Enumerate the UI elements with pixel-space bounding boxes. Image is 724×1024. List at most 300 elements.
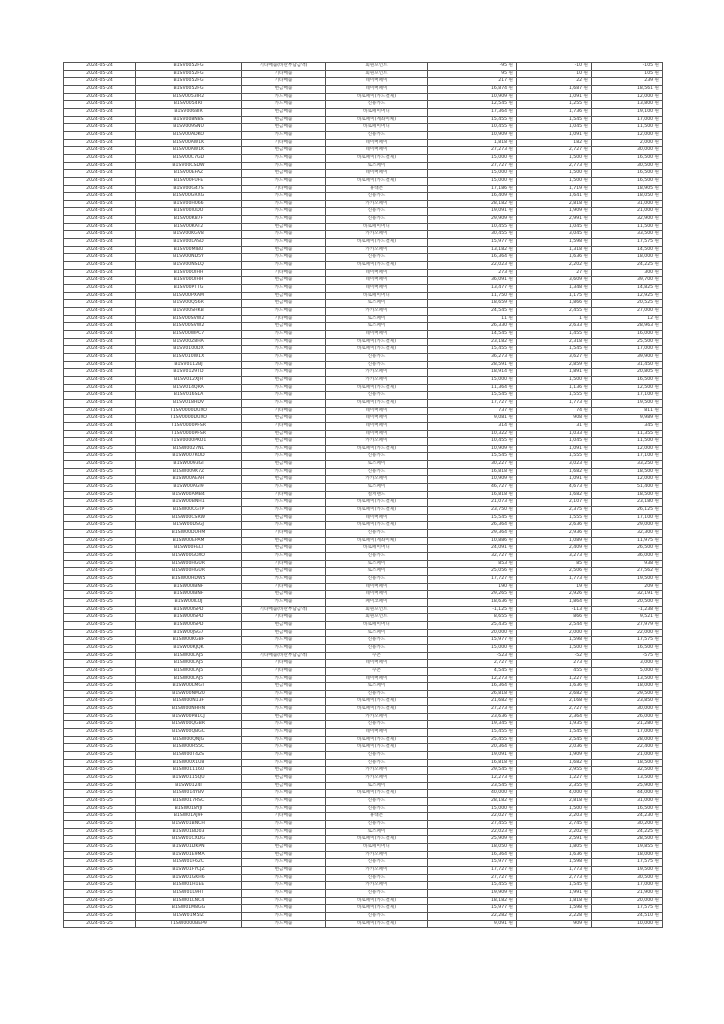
tax-amount-cell [517,553,592,561]
amount-value: 18,000 [637,683,654,689]
amount-value: 3,023 [568,461,583,467]
amount-value: 26,000 [637,713,654,719]
payment-method-cell: 바로페이(카드결제) [326,836,428,844]
order-id-cell: B1SW00X1U8 [136,759,242,767]
sale-type-cell: 현금매출 [242,767,326,775]
currency-unit: 원 [654,729,659,735]
currency-unit: 원 [583,568,588,574]
order-id-cell: B1SW00DSGJ [136,522,242,530]
supply-amount-cell [428,139,517,147]
amount-value: 5,000 [639,667,654,673]
amount-value: 11,500 [637,438,654,444]
total-amount-cell [592,537,663,545]
total-amount-cell [592,614,663,622]
payment-method-cell: 바로페이머니 [326,124,428,132]
table-row [64,300,663,308]
amount-value: 36,273 [491,353,508,359]
currency-unit: 원 [654,292,659,298]
currency-unit: 원 [654,698,659,704]
currency-unit: 원 [583,545,588,551]
currency-unit: 원 [583,216,588,222]
sale-type-cell: 카드매출 [242,820,326,828]
order-id-cell: B1SW00NHHN [136,706,242,714]
supply-amount-cell [428,882,517,890]
payment-method-cell: 토스페이 [326,568,428,576]
payment-method-cell: 카카오페이 [326,866,428,874]
payment-method-cell: 바로페이머니 [326,292,428,300]
currency-unit: 원 [508,476,513,482]
amount-value: 20,364 [491,744,508,750]
order-id-cell: B1SV00NSLQ [136,262,242,270]
currency-unit: 원 [508,285,513,291]
currency-unit: 원 [583,713,588,719]
date-cell: 2024-05-25 [64,790,136,798]
currency-unit: 원 [654,338,659,344]
tax-amount-cell [517,874,592,882]
table-row [64,338,663,346]
order-id-cell: B1SW018YJI [136,805,242,813]
currency-unit: 원 [654,828,659,834]
amount-value: 40,000 [491,790,508,796]
payment-method-cell: 신용카드 [326,820,428,828]
payment-method-cell: 신용카드 [326,874,428,882]
amount-value: 3,609 [568,277,583,283]
currency-unit: 원 [508,690,513,696]
amount-value: 1,175 [568,292,583,298]
payment-method-cell: 신용카드 [326,468,428,476]
sale-type-cell: 현금매출 [242,277,326,285]
supply-amount-cell [428,415,517,423]
amount-value: 31,000 [637,200,654,206]
total-amount-cell [592,147,663,155]
order-id-cell: B1SV00OIHH [136,277,242,285]
order-id-cell: B1SW01CXDG [136,836,242,844]
date-cell: 2024-05-24 [64,63,136,71]
amount-value: 12,273 [491,675,508,681]
currency-unit: 원 [583,277,588,283]
payment-method-cell: 카카오페이 [326,246,428,254]
supply-amount-cell [428,185,517,193]
tax-amount-cell [517,912,592,920]
total-amount-cell [592,369,663,377]
order-id-cell: T1SV0000PFSR [136,422,242,430]
currency-unit: 원 [508,223,513,229]
currency-unit: 원 [583,583,588,589]
amount-value: 190 [498,583,508,589]
supply-amount-cell [428,507,517,515]
table-row [64,621,663,629]
supply-amount-cell [428,491,517,499]
currency-unit: 원 [583,85,588,91]
tax-amount-cell [517,759,592,767]
sale-type-cell: 카드매출 [242,874,326,882]
tax-amount-cell [517,346,592,354]
currency-unit: 원 [654,231,659,237]
amount-value: 30,455 [491,231,508,237]
currency-unit: 원 [508,683,513,689]
amount-value: 27,455 [491,820,508,826]
currency-unit: 원 [583,223,588,229]
payment-method-cell: 쿠폰 [326,652,428,660]
currency-unit: 원 [654,820,659,826]
date-cell: 2024-05-25 [64,775,136,783]
amount-value: 10,000 [637,920,654,926]
supply-amount-cell [428,920,517,928]
currency-unit: 원 [508,108,513,114]
order-id-cell: B1SW00KJQK [136,644,242,652]
tax-amount-cell [517,101,592,109]
tax-amount-cell [517,820,592,828]
date-cell: 2024-05-25 [64,920,136,928]
supply-amount-cell [428,759,517,767]
supply-amount-cell [428,461,517,469]
currency-unit: 원 [654,445,659,451]
table-row [64,147,663,155]
date-cell: 2024-05-25 [64,491,136,499]
date-cell: 2024-05-24 [64,154,136,162]
currency-unit: 원 [654,874,659,880]
date-cell: 2024-05-25 [64,499,136,507]
amount-value: 1,818 [568,897,583,903]
amount-value: 1,773 [568,866,583,872]
supply-amount-cell [428,323,517,331]
total-amount-cell [592,353,663,361]
tax-amount-cell [517,744,592,752]
total-amount-cell [592,484,663,492]
date-cell: 2024-05-25 [64,660,136,668]
amount-value: 2,955 [568,767,583,773]
amount-value: 16,874 [491,85,508,91]
amount-value: 11,750 [491,292,508,298]
order-id-cell: B1SW00CGTP [136,507,242,515]
amount-value: 18,500 [637,468,654,474]
total-amount-cell [592,177,663,185]
date-cell: 2024-05-25 [64,690,136,698]
currency-unit: 원 [508,85,513,91]
order-id-cell: B1SW00LAJ5 [136,667,242,675]
date-cell: 2024-05-25 [64,629,136,637]
payment-method-cell: 카카오페이 [326,376,428,384]
supply-amount-cell [428,675,517,683]
date-cell: 2024-05-24 [64,292,136,300]
table-row [64,392,663,400]
total-amount-cell [592,713,663,721]
currency-unit: 원 [508,116,513,122]
sale-type-cell: 기타매출 [242,78,326,86]
currency-unit: 원 [654,843,659,849]
total-amount-cell [592,445,663,453]
currency-unit: 원 [508,269,513,275]
currency-unit: 원 [508,775,513,781]
currency-unit: 원 [654,790,659,796]
amount-value: 19,500 [637,575,654,581]
currency-unit: 원 [583,491,588,497]
payment-method-cell: 바로페이머니 [326,621,428,629]
sale-type-cell: 현금매출 [242,323,326,331]
date-cell: 2024-05-24 [64,246,136,254]
currency-unit: 원 [583,254,588,260]
amount-value: 217 [498,78,508,84]
table-row [64,223,663,231]
table-row [64,522,663,530]
currency-unit: 원 [654,721,659,727]
table-row [64,353,663,361]
order-id-cell: B1SW00LAJ5 [136,675,242,683]
amount-value: 28,500 [637,836,654,842]
order-id-cell: B1SW00ISPD [136,614,242,622]
supply-amount-cell [428,223,517,231]
tax-amount-cell [517,392,592,400]
date-cell: 2024-05-25 [64,575,136,583]
supply-amount-cell [428,93,517,101]
table-row [64,606,663,614]
currency-unit: 원 [583,851,588,857]
order-id-cell: B1SW01L9HT [136,889,242,897]
order-id-cell: B1SV0052FG [136,85,242,93]
currency-unit: 원 [508,644,513,650]
supply-amount-cell [428,790,517,798]
date-cell: 2024-05-25 [64,545,136,553]
payment-method-cell: 네이버페이 [326,591,428,599]
total-amount-cell [592,254,663,262]
order-id-cell: B1SW00HGUR [136,568,242,576]
payment-method-cell: 네이버페이 [326,170,428,178]
order-id-cell: B1SV0052FG [136,63,242,71]
table-row [64,514,663,522]
sale-type-cell: 카드매출 [242,353,326,361]
total-amount-cell [592,514,663,522]
sale-type-cell: 카드매출 [242,131,326,139]
sale-type-cell: 현금매출 [242,843,326,851]
order-id-cell: B1SV00AW1K [136,139,242,147]
currency-unit: 원 [654,775,659,781]
order-id-cell: B1SW00LAJ5 [136,660,242,668]
order-id-cell: B1SW00ISPD [136,621,242,629]
supply-amount-cell [428,216,517,224]
supply-amount-cell [428,729,517,737]
currency-unit: 원 [583,108,588,114]
currency-unit: 원 [583,63,588,68]
amount-value: 27,273 [491,147,508,153]
currency-unit: 원 [654,660,659,666]
table-row [64,660,663,668]
amount-value: 15,455 [491,729,508,735]
amount-value: 12,000 [637,476,654,482]
payment-method-cell: 네이버페이 [326,583,428,591]
supply-amount-cell [428,361,517,369]
currency-unit: 원 [654,101,659,107]
total-amount-cell [592,223,663,231]
amount-value: 30,227 [491,461,508,467]
table-row [64,537,663,545]
amount-value: 23,182 [491,338,508,344]
currency-unit: 원 [654,108,659,114]
table-row [64,713,663,721]
amount-value: 18,561 [637,85,654,91]
amount-value: 16,500 [637,154,654,160]
amount-value: 1,227 [568,775,583,781]
date-cell: 2024-05-25 [64,675,136,683]
sale-type-cell: 현금매출 [242,300,326,308]
supply-amount-cell [428,851,517,859]
payment-method-cell: 네이버페이 [326,407,428,415]
table-row [64,292,663,300]
order-id-cell: B1SW01LNC4 [136,897,242,905]
date-cell: 2024-05-24 [64,200,136,208]
supply-amount-cell [428,583,517,591]
sale-type-cell: 현금매출 [242,246,326,254]
amount-value: 9,989 [639,415,654,421]
total-amount-cell [592,775,663,783]
amount-value: 16,500 [637,170,654,176]
order-id-cell: B1SW00AEAH [136,476,242,484]
total-amount-cell [592,905,663,913]
currency-unit: 원 [508,147,513,153]
order-id-cell: B1SW0124I [136,782,242,790]
amount-value: 13,500 [637,775,654,781]
order-id-cell: B1SW01H1EE [136,882,242,890]
sale-type-cell: 기타매출(바란부담금액) [242,652,326,660]
date-cell: 2024-05-25 [64,820,136,828]
currency-unit: 원 [654,813,659,819]
currency-unit: 원 [508,262,513,268]
currency-unit: 원 [583,468,588,474]
amount-value: 18,659 [491,300,508,306]
amount-value: 1,636 [568,851,583,857]
currency-unit: 원 [583,330,588,336]
amount-value: 1,598 [568,859,583,865]
amount-value: 22,023 [491,262,508,268]
payment-method-cell: 신용카드 [326,361,428,369]
payment-method-cell: 바로페이(카드결제) [326,905,428,913]
date-cell: 2024-05-24 [64,231,136,239]
table-row [64,698,663,706]
currency-unit: 원 [583,376,588,382]
amount-value: 12,500 [637,384,654,390]
currency-unit: 원 [583,591,588,597]
amount-value: 2,355 [568,782,583,788]
amount-value: 30,500 [637,162,654,168]
currency-unit: 원 [583,300,588,306]
table-row [64,445,663,453]
amount-value: 32,300 [637,530,654,536]
amount-value: 12,925 [637,292,654,298]
currency-unit: 원 [508,292,513,298]
tax-amount-cell [517,537,592,545]
total-amount-cell [592,851,663,859]
supply-amount-cell [428,124,517,132]
tax-amount-cell [517,415,592,423]
tax-amount-cell [517,736,592,744]
order-id-cell: B1SV0052FG [136,70,242,78]
amount-value: 1,991 [568,889,583,895]
amount-value: 29,545 [491,767,508,773]
currency-unit: 원 [583,698,588,704]
tax-amount-cell [517,285,592,293]
currency-unit: 원 [508,407,513,413]
amount-value: 1,909 [568,208,583,214]
currency-unit: 원 [654,139,659,145]
table-row [64,231,663,239]
currency-unit: 원 [583,231,588,237]
supply-amount-cell [428,897,517,905]
table-row [64,78,663,86]
date-cell: 2024-05-25 [64,568,136,576]
currency-unit: 원 [508,729,513,735]
supply-amount-cell [428,537,517,545]
total-amount-cell [592,392,663,400]
total-amount-cell [592,476,663,484]
table-row [64,859,663,867]
date-cell: 2024-05-24 [64,78,136,86]
currency-unit: 원 [508,629,513,635]
currency-unit: 원 [508,660,513,666]
order-id-cell: B1SW00JSG7 [136,629,242,637]
sale-type-cell: 현금매출 [242,629,326,637]
amount-value: 27,727 [491,162,508,168]
currency-unit: 원 [583,438,588,444]
sale-type-cell: 카드매출 [242,859,326,867]
total-amount-cell [592,637,663,645]
supply-amount-cell [428,514,517,522]
table-row [64,70,663,78]
amount-value: 239 [644,78,654,84]
currency-unit: 원 [583,361,588,367]
payment-method-cell: 신용카드 [326,575,428,583]
tax-amount-cell [517,660,592,668]
currency-unit: 원 [654,147,659,153]
currency-unit: 원 [654,277,659,283]
table-row [64,208,663,216]
currency-unit: 원 [508,346,513,352]
order-id-cell: B1SV00AW1K [136,147,242,155]
currency-unit: 원 [654,384,659,390]
currency-unit: 원 [508,185,513,191]
amount-value: 1,682 [568,491,583,497]
table-row [64,752,663,760]
sale-type-cell: 기타매출 [242,660,326,668]
currency-unit: 원 [654,912,659,918]
table-row [64,200,663,208]
sale-type-cell: 카드매출 [242,216,326,224]
amount-value: -575 [642,652,654,658]
tax-amount-cell [517,308,592,316]
date-cell: 2024-05-25 [64,843,136,851]
amount-value: 74 [576,407,583,413]
supply-amount-cell [428,530,517,538]
currency-unit: 원 [654,78,659,84]
amount-value: 1,091 [568,476,583,482]
table-row [64,101,663,109]
currency-unit: 원 [508,759,513,765]
currency-unit: 원 [583,262,588,268]
tax-amount-cell [517,598,592,606]
currency-unit: 원 [583,843,588,849]
amount-value: 26,364 [491,522,508,528]
currency-unit: 원 [508,177,513,183]
amount-value: 8,655 [493,614,508,620]
amount-value: 1,687 [568,85,583,91]
date-cell: 2024-05-25 [64,851,136,859]
payment-method-cell: 바로페이(카드결제) [326,920,428,928]
amount-value: 17,575 [637,859,654,865]
currency-unit: 원 [508,461,513,467]
amount-value: 1,500 [568,177,583,183]
tax-amount-cell [517,384,592,392]
amount-value: 1,545 [568,346,583,352]
total-amount-cell [592,560,663,568]
amount-value: 11 [501,315,508,321]
